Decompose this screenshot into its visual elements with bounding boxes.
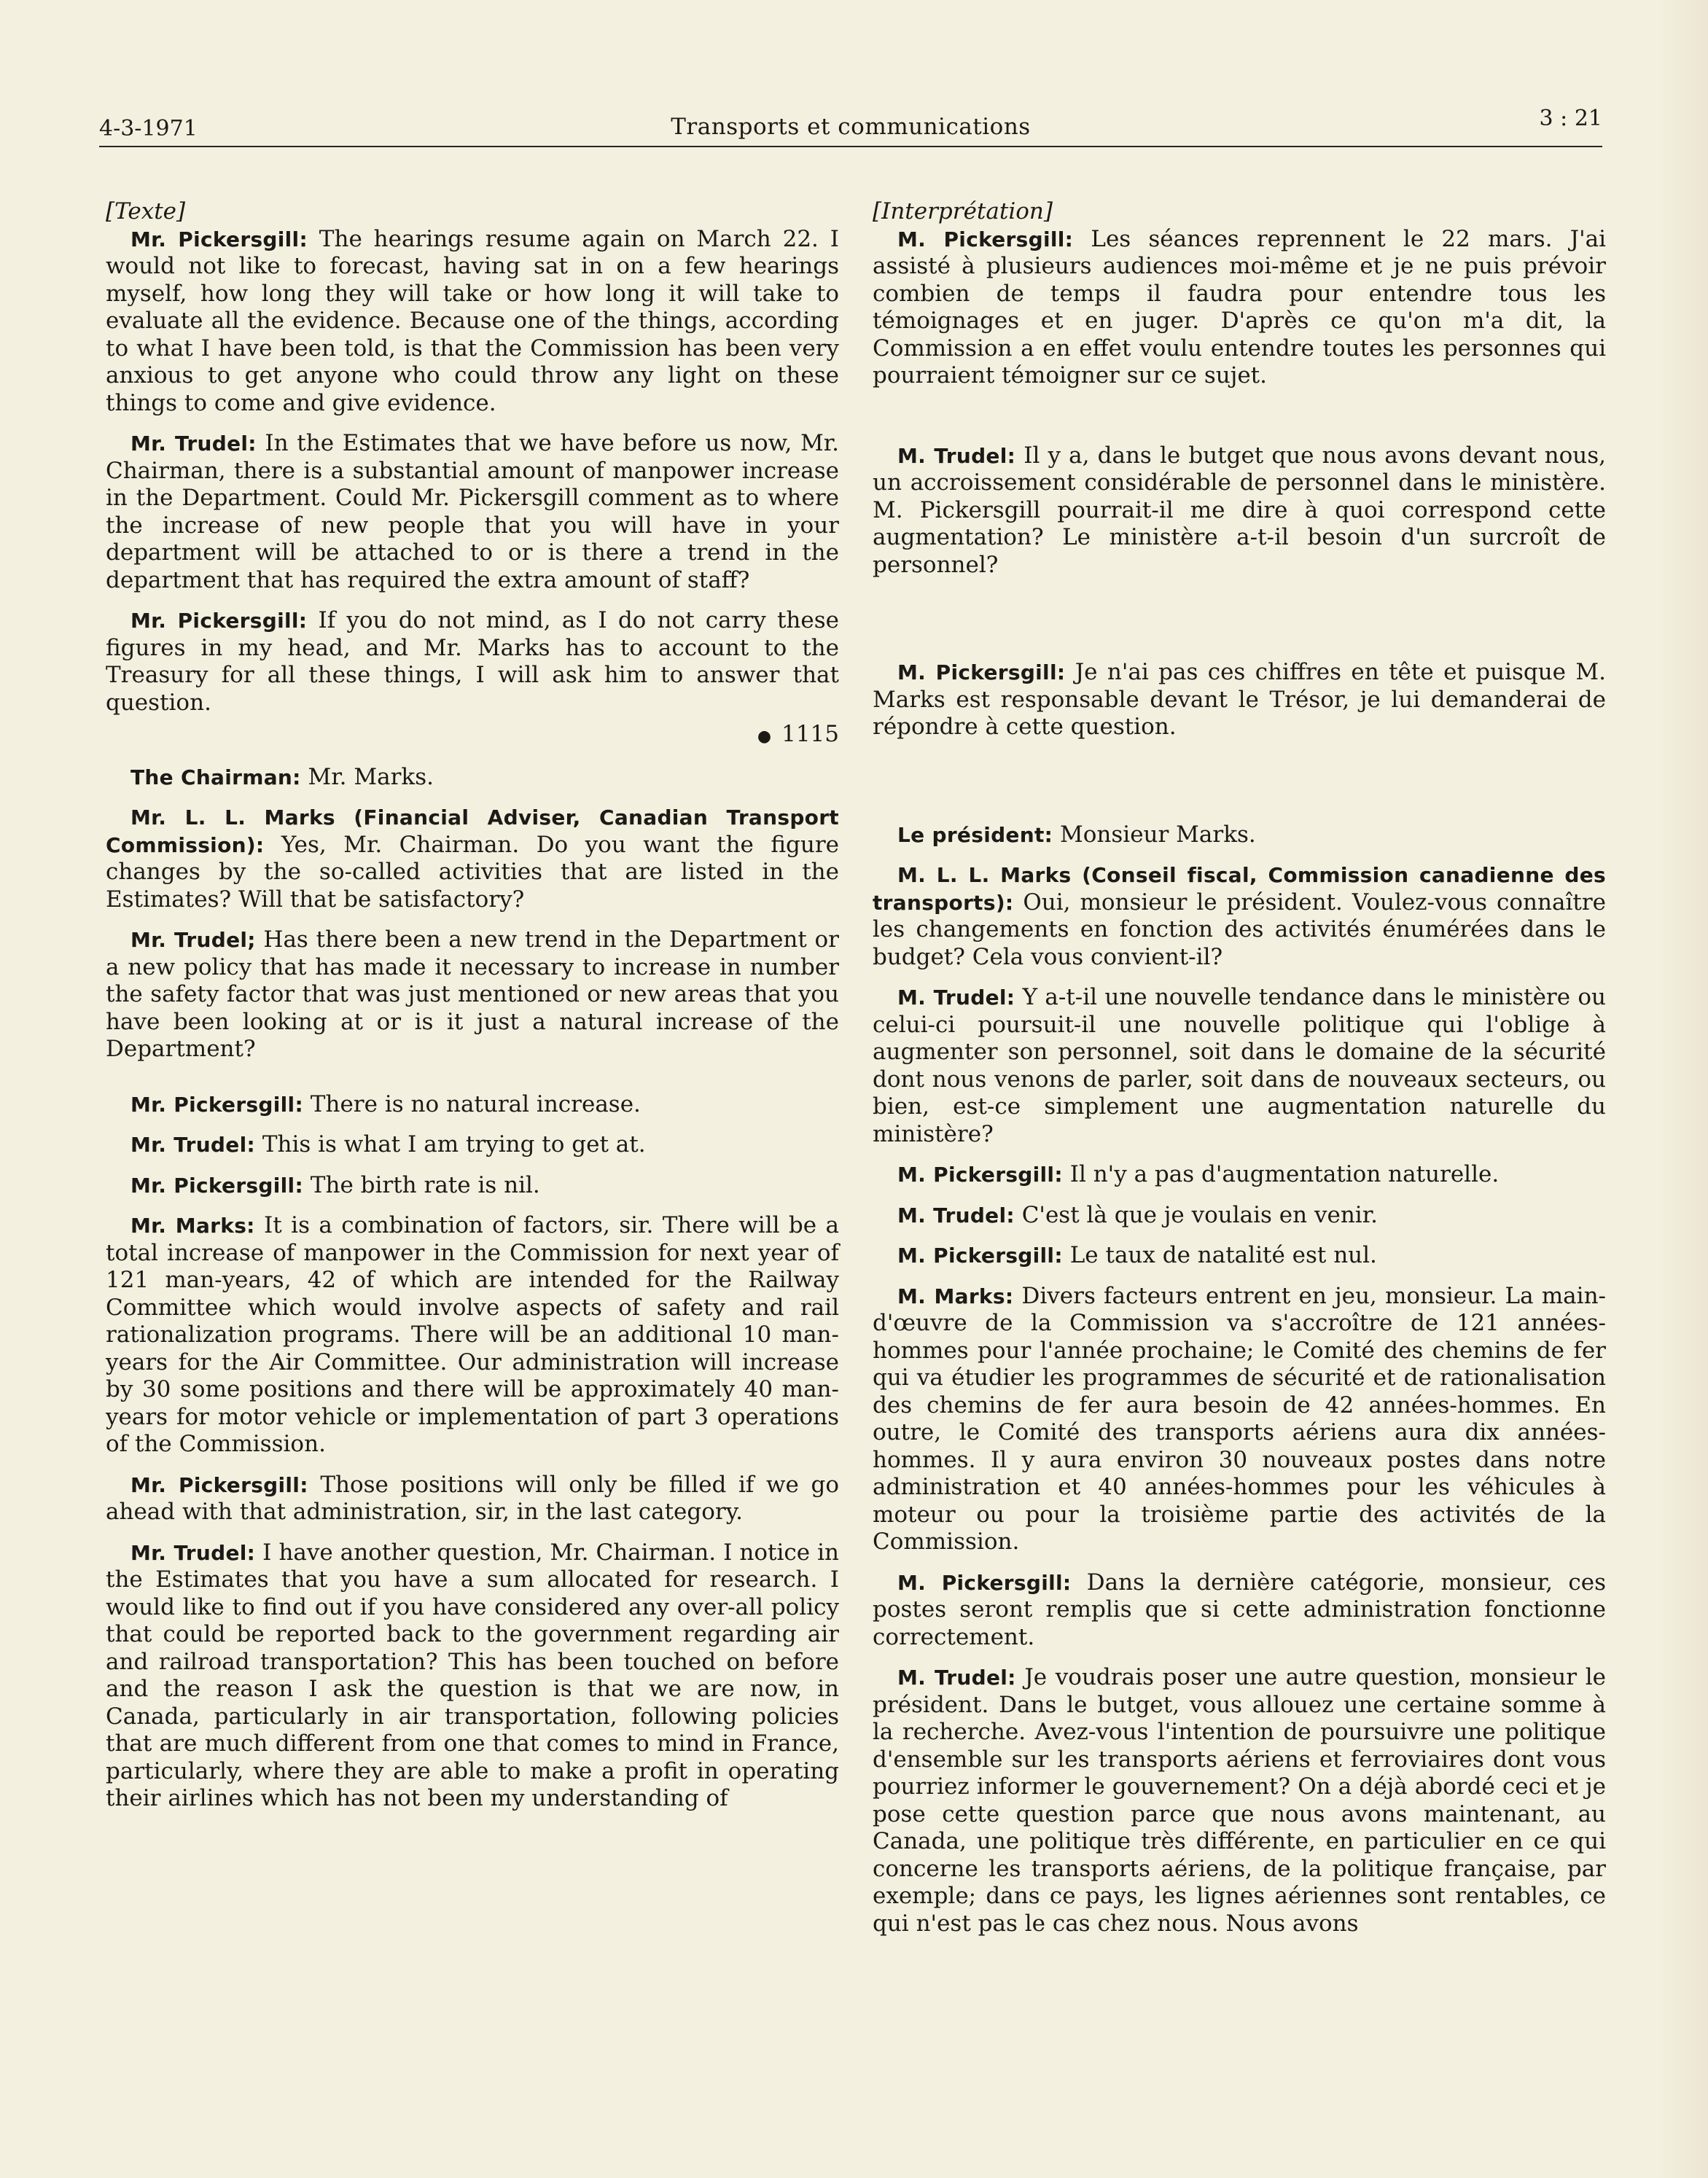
- paragraph-text: Il y a, dans le butget que nous avons devant nous, un accroissement considérable de personnel dans le ministère. M. Pickersgill pourrait-il me dire à quoi correspond cette augmentation? Le ministère a-t-il besoin d'un surcroît de personnel?: [873, 442, 1607, 578]
- speaker-name: Mr. Pickersgill:: [130, 227, 308, 251]
- paragraph: [106, 1472, 839, 1526]
- paragraph-text: If you do not mind, as I do not carry these figures in my head, and Mr. Marks has to account to the Treasury for all these things, I will ask him to answer that question.: [106, 607, 839, 716]
- speaker-name: Mr. Pickersgill:: [130, 609, 308, 633]
- paragraph: [873, 659, 1606, 741]
- paragraph: [106, 1539, 839, 1813]
- paragraph-text: Oui, monsieur le président. Voulez-vous connaître les changements en fonction des activités énumérées dans le budget? Cela vous convient-il?: [873, 889, 1606, 970]
- paragraph-text: Y a-t-il une nouvelle tendance dans le ministère ou celui-ci poursuit-il une nouvelle politique qui l'oblige à augmenter son personnel, soit dans le domaine de la sécurité dont nous venons de parler, soit dans de nouveaux secteurs, ou bien, est-ce simplement une augmentation naturelle du ministère?: [873, 984, 1607, 1147]
- speaker-name: M. Pickersgill:: [897, 1163, 1063, 1187]
- paragraph-text: There is no natural increase.: [303, 1090, 641, 1117]
- speaker-name: M. Trudel:: [897, 1203, 1015, 1227]
- paragraph-text: Je n'ai pas ces chiffres en tête et puisque M. Marks est responsable devant le Trésor, je lui demanderai de répondre à cette question.: [873, 659, 1606, 740]
- time-marker-text: 1115: [781, 721, 839, 747]
- speaker-name: Mr. L. L. Marks (Financial Adviser, Canadian Transport Commission):: [106, 805, 839, 857]
- paragraph: [106, 430, 839, 594]
- header-date: 4-3-1971: [99, 116, 198, 141]
- speaker-name: M. Trudel:: [897, 1666, 1016, 1690]
- speaker-name: M. Trudel:: [897, 443, 1016, 468]
- paragraph-text: This is what I am trying to get at.: [254, 1131, 646, 1158]
- paragraph: [106, 1212, 839, 1459]
- paragraph-text: Les séances reprennent le 22 mars. J'ai assisté à plusieurs audiences moi-même et je ne puis prévoir combien de temps il faudra pour entendre tous les témoignages et en juger. D'après ce qu'on m'a dit, la Commission a en effet voulu entendre toutes les personnes qui pourraient témoigner sur ce sujet.: [873, 225, 1606, 389]
- paragraph: [873, 1664, 1606, 1937]
- page-header: [99, 95, 1602, 147]
- speaker-name: Le président:: [897, 822, 1053, 847]
- paragraph-text: Yes, Mr. Chairman. Do you want the figure changes by the so-called activities that are listed in the Estimates? Will that be satisfactory?: [106, 831, 839, 913]
- speaker-name: Mr. Marks:: [130, 1214, 255, 1238]
- speaker-name: Mr. Trudel;: [130, 928, 256, 952]
- speaker-name: Mr. Trudel:: [130, 432, 257, 456]
- paragraph: [106, 1172, 839, 1200]
- section-label-interpretation: [Interprétation]: [873, 198, 1053, 225]
- paragraph-text: Has there been a new trend in the Department or a new policy that has made it necessary to increase in number the safety factor that was just mentioned or new areas that you have been looking at or is it just a natural increase of the Department?: [106, 926, 839, 1062]
- paragraph: [873, 1202, 1606, 1230]
- paragraph-text: The birth rate is nil.: [303, 1171, 540, 1198]
- paragraph: [106, 607, 839, 717]
- paragraph-text: In the Estimates that we have before us now, Mr. Chairman, there is a substantial amount of manpower increase in the Department. Could Mr. Pickersgill comment as to where the increase of new people that you will have in your department will be attached to or is there a trend in the department that has required the extra amount of staff?: [106, 430, 839, 593]
- paragraph: [873, 1161, 1606, 1189]
- paragraph-text: C'est là que je voulais en venir.: [1014, 1201, 1378, 1228]
- paragraph: [873, 1242, 1606, 1270]
- paragraph-text: Il n'y a pas d'augmentation naturelle.: [1062, 1161, 1500, 1187]
- paragraph-text: Monsieur Marks.: [1053, 821, 1256, 848]
- paragraph: [106, 1091, 839, 1119]
- paragraph-text: It is a combination of factors, sir. There will be a total increase of manpower in the Commission for next year of 121 man-years, 42 of which are intended for the Railway Committee which would involve aspects of safety and rail rationalization programs. There will be an additional 10 man-years for the Air Committee. Our administration will increase by 30 some positions and there will be approximately 40 man-years for motor vehicle or implementation of part 3 operations of the Commission.: [106, 1212, 839, 1457]
- speaker-name: Mr. Trudel:: [130, 1540, 256, 1565]
- speaker-name: M. Trudel:: [897, 985, 1015, 1010]
- speaker-name: M. Pickersgill:: [897, 227, 1074, 251]
- paragraph-text: I have another question, Mr. Chairman. I notice in the Estimates that you have a sum allocated for research. I would like to find out if you have considered any over-all policy that could be reported back to the government regarding air and railroad transportation? This has been touched on before and the reason I ask the question is that we are now, in Canada, particularly in air transportation, following policies that are much different from one that comes to mind in France, particularly, where they are able to make a profit in operating their airlines which has not been my understanding of: [106, 1539, 839, 1811]
- speaker-name: M. Pickersgill:: [897, 1244, 1063, 1268]
- paragraph-text: Dans la dernière catégorie, monsieur, ces postes seront remplis que si cette administration fonctionne correctement.: [873, 1569, 1606, 1650]
- paragraph: [106, 804, 839, 913]
- paragraph: [106, 926, 839, 1063]
- paragraph: [873, 1569, 1606, 1652]
- paragraph-text: Je voudrais poser une autre question, monsieur le président. Dans le butget, vous allouez une certaine somme à la recherche. Avez-vous l'intention de poursuivre une politique d'ensemble sur les transports aériens et ferroviaires dont vous pourriez informer le gouvernement? On a déjà abordé ceci et je pose cette question parce que nous avons maintenant, au Canada, une politique très différente, en particulier en ce qui concerne les transports aériens, de la politique française, par exemple; dans ce pays, les lignes aériennes sont rentables, ce qui n'est pas le cas chez nous. Nous avons: [873, 1664, 1606, 1937]
- paragraph-text: Divers facteurs entrent en jeu, monsieur. La main-d'œuvre de la Commission va s'accroître de 121 années-hommes pour l'année prochaine; le Comité des chemins de fer qui va étudier les programmes de sécurité et de rationalisation des chemins de fer aura besoin de 42 années-hommes. En outre, le Comité des transports aériens aura dix années-hommes. Il y aura environ 30 nouveaux postes dans notre administration et 40 années-hommes pour les véhicules à moteur ou pour la troisième partie des activités de la Commission.: [873, 1282, 1607, 1555]
- left-column: [106, 198, 839, 1813]
- paragraph-text: The hearings resume again on March 22. I would not like to forecast, having sat in on a few hearings myself, how long they will take or how long it will take to evaluate all the evidence. Because one of the things, according to what I have been told, is that the Commission has been very anxious to get anyone who could throw any light on these things to come and give evidence.: [106, 225, 840, 416]
- paragraph: [873, 862, 1606, 971]
- header-title: Transports et communications: [671, 114, 1031, 140]
- speaker-name: Mr. Pickersgill:: [130, 1472, 308, 1497]
- speaker-name: The Chairman:: [130, 765, 301, 789]
- page-edge-shadow: [1657, 0, 1708, 2178]
- paragraph: [106, 226, 839, 418]
- paragraph: [873, 821, 1606, 849]
- paragraph: [106, 1131, 839, 1159]
- speaker-name: Mr. Pickersgill:: [130, 1173, 303, 1198]
- paragraph: [106, 764, 839, 792]
- time-marker: [106, 721, 839, 751]
- right-column: [873, 198, 1606, 1937]
- speaker-name: Mr. Trudel:: [130, 1133, 255, 1157]
- paragraph: [873, 226, 1606, 390]
- speaker-name: M. Pickersgill:: [897, 1570, 1072, 1595]
- paragraph: [873, 984, 1606, 1148]
- paragraph: [873, 1283, 1606, 1556]
- paragraph-text: Le taux de natalité est nul.: [1062, 1242, 1377, 1268]
- paragraph-text: Those positions will only be filled if we go ahead with that administration, sir, in the last category.: [106, 1471, 840, 1525]
- paragraph: [873, 442, 1606, 579]
- paragraph-text: Mr. Marks.: [300, 763, 434, 790]
- speaker-name: M. L. L. Marks (Conseil fiscal, Commission canadienne des transports):: [873, 863, 1606, 915]
- speaker-name: Mr. Pickersgill:: [130, 1092, 303, 1117]
- header-page-number: 3 : 21: [1539, 106, 1602, 131]
- speaker-name: M. Pickersgill:: [897, 660, 1066, 684]
- speaker-name: M. Marks:: [897, 1284, 1014, 1308]
- bullet-icon: ●: [757, 727, 772, 746]
- section-label-texte: [Texte]: [106, 198, 186, 225]
